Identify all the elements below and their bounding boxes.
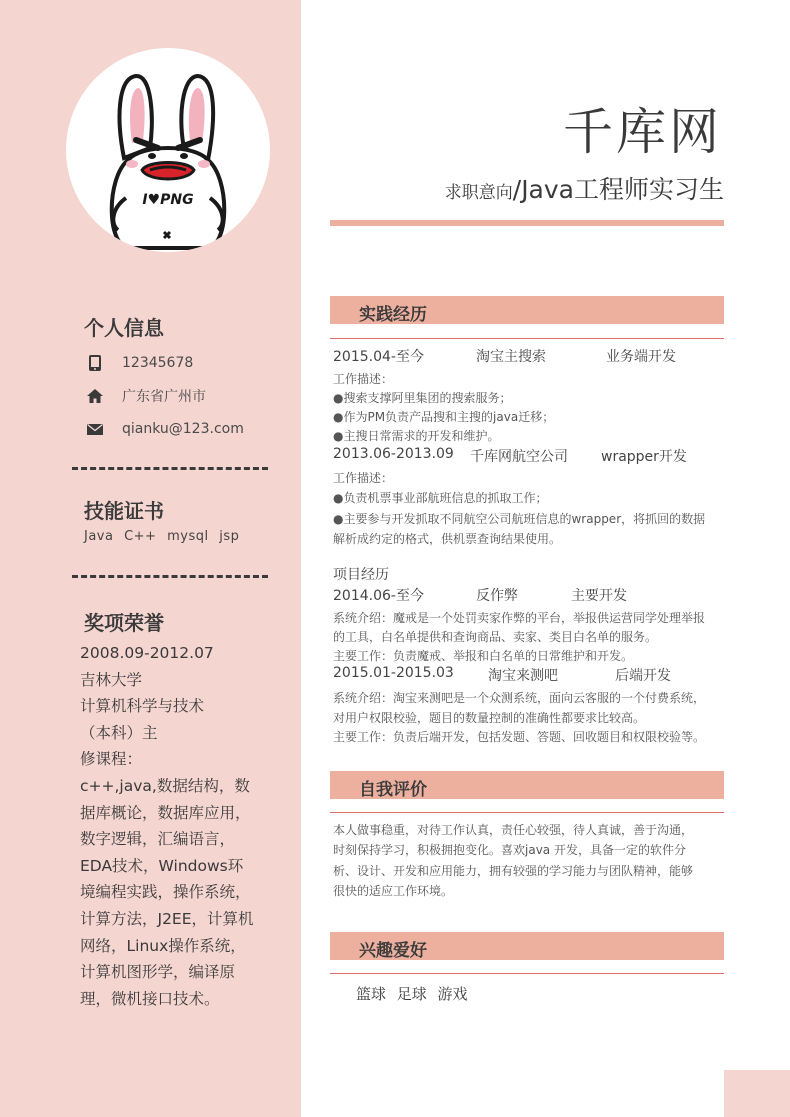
- awards-line: （本科）主: [80, 723, 158, 742]
- job1-bullet: ●主搜日常需求的开发和维护。: [333, 429, 500, 443]
- self-eval-heading: 自我评价: [359, 780, 427, 800]
- awards-line: 修课程：: [80, 750, 143, 769]
- job2-bullet: ●负责机票事业部航班信息的抓取工作；: [333, 491, 548, 505]
- skills-heading: 技能证书: [84, 499, 164, 523]
- self-eval-text: [333, 820, 741, 901]
- project1-role: 主要开发: [571, 588, 627, 604]
- self-eval-line: 析、设计、开发和应用能力，拥有较强的学习能力与团队精神，能够: [333, 863, 694, 878]
- project1-line: 系统介绍：魔戒是一个处罚卖家作弊的平台，举报供运营同学处理举报: [333, 611, 706, 625]
- title-underline-bar: [330, 220, 724, 226]
- project2-name: 淘宝来测吧: [488, 668, 558, 684]
- skills-text: Java C++ mysql jsp: [84, 529, 240, 544]
- job2-row: [333, 446, 687, 465]
- section-rule: [330, 338, 724, 339]
- project1-line: 主要工作：负责魔戒、举报和白名单的日常维护和开发。: [333, 649, 634, 663]
- job1-desc-label: 工作描述：: [333, 372, 394, 386]
- experience-section-header: [330, 296, 724, 324]
- job2-bullet: 解析成约定的格式，供机票查询结果使用。: [333, 532, 562, 546]
- job-intent: [445, 170, 724, 206]
- awards-text: [80, 640, 280, 1012]
- divider: [72, 575, 268, 578]
- hobbies-text: 篮球 足球 游戏: [356, 985, 468, 1003]
- hobbies-heading: 兴趣爱好: [359, 941, 427, 961]
- section-rule: [330, 812, 724, 813]
- avatar-shirt-text: I♥PNG: [142, 192, 194, 208]
- awards-line: 网络，Linux操作系统，: [80, 936, 246, 955]
- corner-decoration: [724, 1070, 790, 1117]
- project2-period: 2015.01-2015.03: [333, 665, 454, 681]
- experience-heading: 实践经历: [359, 305, 427, 325]
- project1-period: 2014.06-至今: [333, 588, 424, 604]
- awards-heading: 奖项荣誉: [84, 611, 164, 635]
- phone-icon: [86, 354, 104, 372]
- job-intent-position: /Java工程师实习生: [512, 175, 724, 204]
- avatar: [66, 48, 270, 252]
- job1-company: 淘宝主搜索: [476, 349, 546, 365]
- self-eval-line: 很快的适应工作环境。: [333, 883, 454, 898]
- awards-line: 数字逻辑，汇编语言，: [80, 830, 236, 849]
- project2-line: 系统介绍：淘宝来测吧是一个众测系统，面向云客服的一个付费系统，: [333, 691, 706, 705]
- project2-line: 对用户权限校验，题目的数量控制的准确性都要求比较高。: [333, 711, 646, 725]
- section-rule: [330, 973, 724, 974]
- job1-bullet: ●搜索支撑阿里集团的搜索服务；: [333, 391, 512, 405]
- hobbies-section-header: [330, 932, 724, 960]
- self-eval-line: 时刻保持学习，积极拥抱变化。喜欢java 开发，具备一定的软件分: [333, 843, 686, 858]
- awards-line: EDA技术，Windows环: [80, 856, 244, 875]
- job2-company: 千库网航空公司: [470, 449, 568, 465]
- personal-info-heading: 个人信息: [84, 316, 164, 340]
- home-icon: [86, 387, 104, 405]
- email-row: [86, 418, 244, 440]
- phone-row: [86, 352, 193, 374]
- project2-row: [333, 665, 671, 684]
- awards-line: 据库概论，数据库应用，: [80, 803, 251, 822]
- self-eval-line: 本人做事稳重，对待工作认真，责任心较强，待人真诚，善于沟通，: [333, 823, 694, 837]
- awards-line: 计算机图形学，编译原: [80, 963, 236, 982]
- awards-line: 理，微机接口技术。: [80, 989, 220, 1008]
- project1-name: 反作弊: [476, 588, 518, 604]
- project2-role: 后端开发: [615, 668, 671, 684]
- phone-text: 12345678: [122, 355, 194, 371]
- divider: [72, 467, 268, 470]
- address-text: 广东省广州市: [122, 389, 206, 405]
- project1-line: 的工具，白名单提供和查询商品、卖家、类目白名单的服务。: [333, 630, 658, 644]
- job2-role: wrapper开发: [601, 449, 687, 465]
- job1-row: [333, 346, 676, 366]
- awards-line: c++,java,数据结构，数: [80, 776, 250, 795]
- project2-line: 主要工作：负责后端开发，包括发题、答题、回收题目和权限校验等。: [333, 730, 706, 744]
- address-row: [86, 385, 206, 407]
- job-intent-label: 求职意向: [444, 183, 513, 203]
- job2-bullet: ●主要参与开发抓取不同航空公司航班信息的wrapper，将抓回的数据: [333, 512, 706, 526]
- name-title: 千库网: [563, 103, 722, 161]
- awards-line: 计算方法，J2EE，计算机: [80, 909, 254, 928]
- awards-line: 计算机科学与技术: [80, 697, 205, 716]
- bunny-avatar-illustration: [66, 48, 270, 252]
- awards-line: 2008.09-2012.07: [80, 644, 214, 662]
- job1-bullet: ●作为PM负责产品搜和主搜的java迁移；: [333, 410, 555, 424]
- project1-row: [333, 585, 627, 605]
- awards-line: 吉林大学: [80, 670, 143, 689]
- projects-label: 项目经历: [333, 567, 389, 583]
- self-eval-section-header: [330, 771, 724, 799]
- email-icon: [86, 420, 104, 438]
- job2-desc-label: 工作描述：: [333, 471, 394, 485]
- awards-line: 境编程实践，操作系统，: [80, 883, 251, 902]
- job1-period: 2015.04-至今: [333, 349, 424, 365]
- job2-period: 2013.06-2013.09: [333, 446, 454, 462]
- job1-role: 业务端开发: [606, 349, 676, 365]
- email-text: qianku@123.com: [122, 421, 244, 437]
